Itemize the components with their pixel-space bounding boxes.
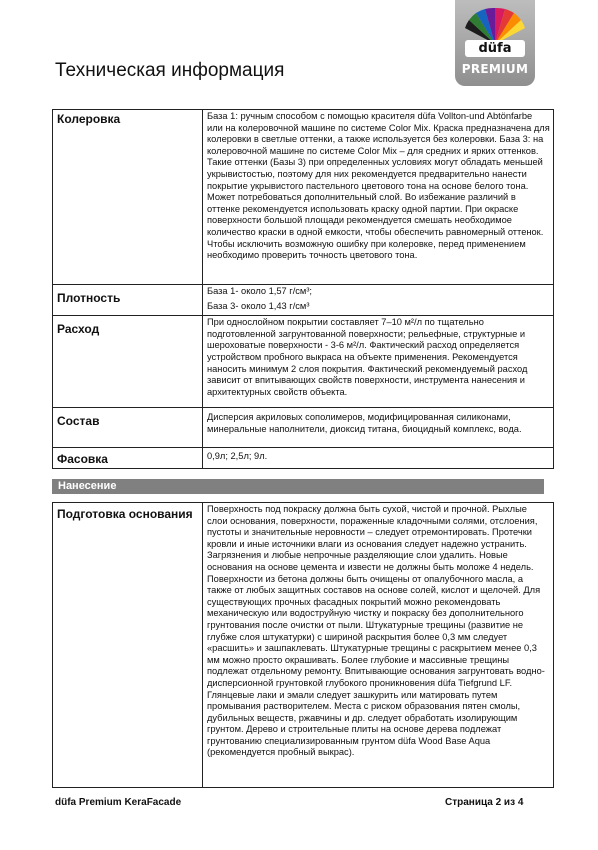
row-value-consumption: При однослойном покрытии составляет 7–10 м²/л по тщательно подготовленной загрунтованной поверхности; рельефные, структурные и шероховатые поверхности - 3-6 м²/л. Фактический расход определяется устройством пробного выкраса на объекте применения. Рекомендуется наносить минимум 2 слоя покрытия. Фактический рекомендуемый расход зависит от впитывающих свойств поверхности, инструмента нанесения и архитектурных свойств объекта. [203,316,554,408]
page-title: Техническая информация [55,60,285,81]
row-value-tinting: База 1: ручным способом с помощью красителя düfa Vollton-und Abtönfarbe или на колеровочной машине по системе Color Mix. Краска предназначена для колеровки в светлые оттенки, а также используется без колеровки. База 3: на колеровочной машине по системе Color Mix – для средних и ярких оттенков. Такие оттенки (Базы 3) при определенных условиях могут обладать меньшей укрывистостью, поэтому для них рекомендуется предварительно нанести покрытие укрывистого пастельного цветового тона на основе белого тона. Может потребоваться дополнительный слой. Во избежание различий в оттенке рекомендуется использовать краску одной партии. При окраске поверхности большой площади рекомендуется смешать необходимое количество краски в одной емкости, чтобы обеспечить равномерный оттенок. Чтобы исключить возможную ошибку при колеровке, перед применением необходимо проверить точность цветового тона. [203,110,554,285]
logo-brand-text: düfa [465,40,525,57]
table-row [53,503,554,788]
row-value-preparation: Поверхность под покраску должна быть сухой, чистой и прочной. Рыхлые слои основания, поверхности, пораженные кладочными солями, отслоения, пустоты и значительные неровности – следует отремонтировать. Протечки кровли и иные источники влаги из основания следует надежно устранить. Загрязнения и любые непрочные разделяющие слои удалить. Новые основания на основе цемента и извести не должны быть моложе 4 недель. Поверхности из бетона должны быть очищены от опалубочного масла, а также от любых защитных составов на основе солей, кислот и щелочей. Для существующих прочных фасадных покрытий можно рекомендовать механическую или водоструйную чистку и покраску без дополнительного грунтования после очистки от пыли. Штукатурные трещины (развитие не глубже слоя штукатурки) с шириной раскрытия более 0,3 мм следует «расшить» и зашпаклевать. Штукатурные трещины с раскрытием менее 0,3 мм можно просто окрашивать. Более глубокие и массивные трещины подлежат отдельному ремонту. Впитывающие основания загрунтовать водно-дисперсионной грунтовкой глубокого проникновения düfa Tiefgrund LF. Глянцевые лаки и эмали следует зашкурить или матировать путем промывания растворителем. Места с риском образования пятен смолы, дубильных веществ, ржавчины и др. следует обработать изолирующим грунтом. Дерево и строительные плиты на основе дерева подлежат грунтованию специализированным грунтом düfa Wood Base Aqua (рекомендуется пробный выкрас). [203,503,554,788]
density-base3: База 3- около 1,43 г/см³ [207,300,310,311]
dufa-premium-logo [455,0,535,86]
row-value-composition: Дисперсия акриловых сополимеров, модифицированная силиконами, минеральные наполнители, диоксид титана, биоцидный комплекс, вода. [203,408,554,448]
row-label-tinting: Колеровка [53,110,203,285]
technical-info-table [52,109,554,469]
table-row [53,110,554,285]
row-label-density: Плотность [53,285,203,316]
row-label-composition: Состав [53,408,203,448]
row-label-packaging: Фасовка [53,448,203,469]
footer-page-number: Страница 2 из 4 [445,797,524,808]
row-value-packaging: 0,9л; 2,5л; 9л. [203,448,554,469]
footer-product-name: düfa Premium KeraFacade [55,797,182,808]
table-row [53,285,554,316]
section-header-application: Нанесение [52,479,544,494]
application-table [52,502,554,788]
table-row [53,316,554,408]
logo-premium-text: PREMIUM [461,62,529,76]
row-value-density [203,285,554,316]
density-base1: База 1- около 1,57 г/см³; [207,286,312,296]
row-label-preparation: Подготовка основания [53,503,203,788]
table-row [53,408,554,448]
table-row [53,448,554,469]
row-label-consumption: Расход [53,316,203,408]
